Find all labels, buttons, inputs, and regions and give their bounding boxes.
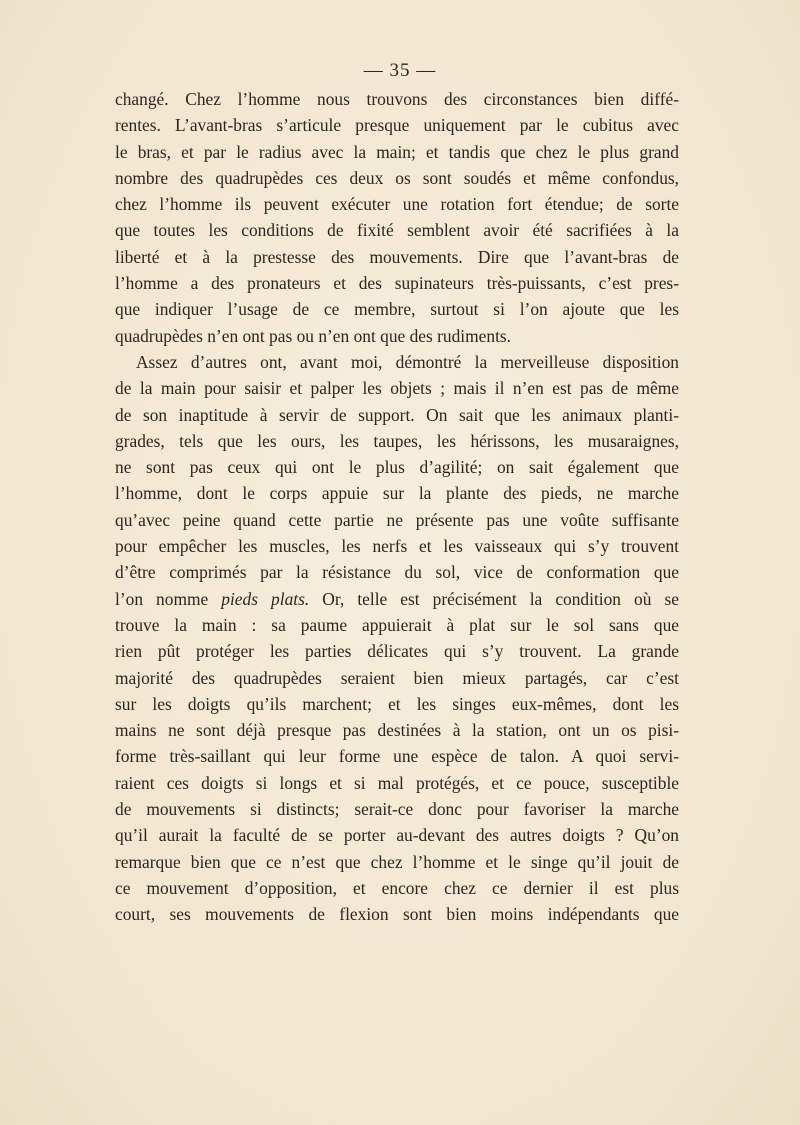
text-line: que toutes les conditions de fixité semblent avoir été sacrifiées à la	[115, 220, 679, 241]
text-line: le bras, et par le radius avec la main; et tandis que chez le plus grand	[115, 141, 679, 162]
text-line: qu’avec peine quand cette partie ne présente pas une voûte suffisante	[115, 509, 679, 530]
text-line: de son inaptitude à servir de support. On sait que les animaux planti-	[115, 404, 679, 425]
text-line: chez l’homme ils peuvent exécuter une rotation fort étendue; de sorte	[115, 194, 679, 215]
body-text	[115, 86, 679, 928]
line-rest: Or, telle est précisément la condition où se	[322, 588, 679, 609]
text-line: changé. Chez l’homme nous trouvons des circonstances bien diffé-	[115, 89, 679, 109]
text-line: liberté et à la prestesse des mouvements. Dire que l’avant-bras de	[115, 246, 679, 267]
text-line: l’homme a des pronateurs et des supinateurs très-puissants, c’est pres-	[115, 273, 679, 294]
text-line: rien pût protéger les parties délicates qui s’y trouvent. La grande	[115, 641, 679, 662]
text-line: l’homme, dont le corps appuie sur la plante des pieds, ne marche	[115, 483, 679, 504]
text-line: court, ses mouvements de flexion sont bien moins indépendants que	[115, 904, 679, 925]
text-line: de la main pour saisir et palper les objets ; mais il n’en est pas de même	[115, 378, 679, 399]
text-line: raient ces doigts si longs et si mal protégés, et ce pouce, susceptible	[115, 772, 679, 793]
text-line: pour empêcher les muscles, les nerfs et les vaisseaux qui s’y trouvent	[115, 536, 679, 557]
text-line: quadrupèdes n’en ont pas ou n’en ont que des rudiments.	[115, 325, 512, 346]
text-line: mains ne sont déjà presque pas destinées à la station, ont un os pisi-	[115, 720, 679, 741]
text-line: remarque bien que ce n’est que chez l’homme et le singe qu’il jouit de	[115, 851, 679, 872]
emphasized-term: pieds plats.	[221, 588, 310, 609]
text-line: rentes. L’avant-bras s’articule presque uniquement par le cubitus avec	[115, 115, 679, 136]
text-line: trouve la main : sa paume appuierait à plat sur le sol sans que	[115, 614, 679, 635]
text-line: forme très-saillant qui leur forme une espèce de talon. A quoi servi-	[115, 746, 679, 767]
text-line: nombre des quadrupèdes ces deux os sont soudés et même confondus,	[115, 167, 679, 188]
text-line: qu’il aurait la faculté de se porter au-devant des autres doigts ? Qu’on	[115, 825, 679, 846]
text-line: ce mouvement d’opposition, et encore chez ce dernier il est plus	[115, 877, 679, 898]
text-line: sur les doigts qu’ils marchent; et les singes eux-mêmes, dont les	[115, 693, 679, 714]
text-line: ne sont pas ceux qui ont le plus d’agilité; on sait également que	[115, 457, 679, 478]
text-line: majorité des quadrupèdes seraient bien mieux partagés, car c’est	[115, 667, 679, 688]
text-line: grades, tels que les ours, les taupes, les hérissons, les musaraignes,	[115, 430, 679, 451]
page-number: — 35 —	[363, 60, 437, 81]
text-line-with-emphasis	[115, 586, 679, 612]
text-line: d’être comprimés par la résistance du sol, vice de conformation que	[115, 562, 679, 583]
line-prefix: l’on nomme	[115, 588, 209, 609]
text-line: que indiquer l’usage de ce membre, surtout si l’on ajoute que les	[115, 299, 679, 320]
text-line: de mouvements si distincts; serait-ce donc pour favoriser la marche	[115, 799, 679, 820]
paragraph-first-line: Assez d’autres ont, avant moi, démontré la merveilleuse disposition	[136, 351, 679, 372]
